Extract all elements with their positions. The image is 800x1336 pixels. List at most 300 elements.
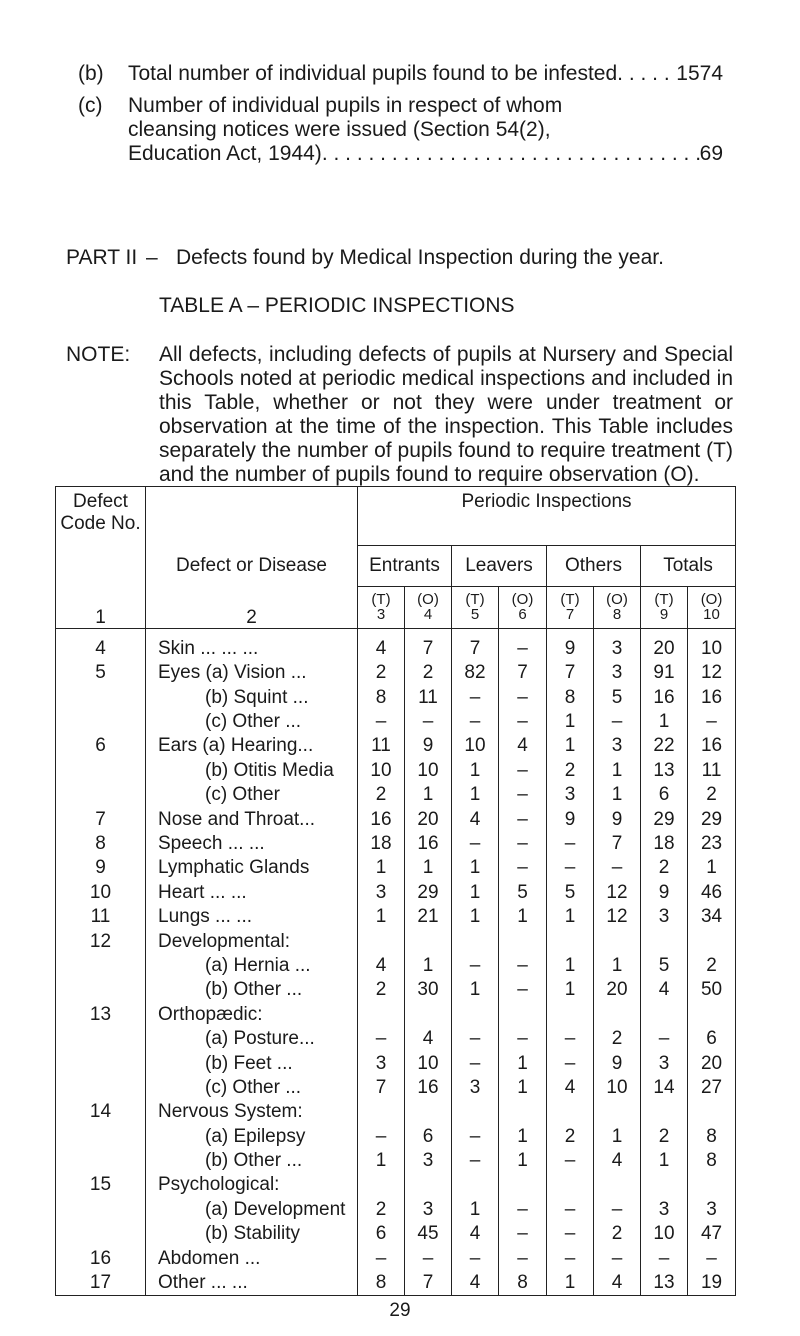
value-cell: – bbox=[594, 1197, 641, 1221]
value-cell: – bbox=[499, 832, 547, 856]
value-cell: 6 bbox=[641, 783, 688, 807]
table-row bbox=[56, 1173, 736, 1197]
defect-code-cell bbox=[56, 1149, 146, 1173]
value-cell: 1 bbox=[358, 1149, 405, 1173]
value-cell: 1 bbox=[452, 905, 499, 929]
value-cell: 16 bbox=[688, 734, 736, 758]
value-cell: – bbox=[452, 1027, 499, 1051]
value-cell: – bbox=[547, 1246, 594, 1270]
value-cell: 1 bbox=[499, 1149, 547, 1173]
defect-name-cell: Speech ... ... bbox=[146, 832, 358, 856]
value-cell: 14 bbox=[641, 1076, 688, 1100]
value-cell: 1 bbox=[547, 1271, 594, 1296]
value-cell: – bbox=[547, 856, 594, 880]
value-cell: 1 bbox=[405, 954, 452, 978]
defect-name-cell: Nose and Throat... bbox=[146, 807, 358, 831]
item-text: Total number of individual pupils found to be infested bbox=[128, 62, 618, 85]
header-leavers: Leavers bbox=[452, 546, 547, 587]
value-cell: 3 bbox=[594, 661, 641, 685]
table-row bbox=[56, 1246, 736, 1270]
value-cell: 8 bbox=[358, 685, 405, 709]
defect-code-cell: 17 bbox=[56, 1271, 146, 1296]
value-cell: 91 bbox=[641, 661, 688, 685]
value-cell: 18 bbox=[641, 832, 688, 856]
defect-code-cell: 15 bbox=[56, 1173, 146, 1197]
value-cell: 10 bbox=[688, 628, 736, 661]
table-row bbox=[56, 832, 736, 856]
value-cell: 50 bbox=[688, 978, 736, 1002]
value-cell: 2 bbox=[688, 783, 736, 807]
defect-code-cell bbox=[56, 1124, 146, 1148]
value-cell: 20 bbox=[594, 978, 641, 1002]
header-periodic-inspections: Periodic Inspections bbox=[358, 487, 736, 546]
value-cell: 12 bbox=[594, 880, 641, 904]
table-row bbox=[56, 1124, 736, 1148]
defect-code-cell bbox=[56, 710, 146, 734]
defect-name-cell: (b) Feet ... bbox=[146, 1051, 358, 1075]
value-cell: 1 bbox=[594, 758, 641, 782]
value-cell bbox=[452, 1173, 499, 1197]
value-cell: 6 bbox=[688, 1027, 736, 1051]
value-cell: – bbox=[499, 628, 547, 661]
value-cell: – bbox=[452, 710, 499, 734]
value-cell: 4 bbox=[594, 1149, 641, 1173]
value-cell: 2 bbox=[641, 1124, 688, 1148]
value-cell: 23 bbox=[688, 832, 736, 856]
value-cell: 11 bbox=[358, 734, 405, 758]
value-cell: 1 bbox=[547, 978, 594, 1002]
defect-name-cell: Orthopædic: bbox=[146, 1002, 358, 1026]
value-cell bbox=[594, 1100, 641, 1124]
value-cell: 2 bbox=[594, 1222, 641, 1246]
value-cell bbox=[405, 929, 452, 953]
value-cell: 2 bbox=[358, 783, 405, 807]
defect-name-cell: Heart ... ... bbox=[146, 880, 358, 904]
value-cell: – bbox=[641, 1246, 688, 1270]
value-cell bbox=[688, 1173, 736, 1197]
defect-name-cell: Nervous System: bbox=[146, 1100, 358, 1124]
header-entrants: Entrants bbox=[358, 546, 452, 587]
table-row bbox=[56, 1027, 736, 1051]
value-cell: 4 bbox=[452, 1222, 499, 1246]
value-cell: – bbox=[688, 710, 736, 734]
value-cell: 2 bbox=[358, 978, 405, 1002]
table-row bbox=[56, 661, 736, 685]
defect-code-cell: 8 bbox=[56, 832, 146, 856]
defect-code-cell bbox=[56, 758, 146, 782]
value-cell: 3 bbox=[452, 1076, 499, 1100]
defect-code-cell: 5 bbox=[56, 661, 146, 685]
value-cell: – bbox=[499, 807, 547, 831]
table-row bbox=[56, 1197, 736, 1221]
table-row bbox=[56, 1076, 736, 1100]
value-cell: 10 bbox=[594, 1076, 641, 1100]
value-cell: 3 bbox=[641, 905, 688, 929]
table-row bbox=[56, 954, 736, 978]
defect-code-cell: 7 bbox=[56, 807, 146, 831]
value-cell: – bbox=[452, 1051, 499, 1075]
value-cell: 10 bbox=[452, 734, 499, 758]
value-cell: 9 bbox=[594, 1051, 641, 1075]
value-cell: 5 bbox=[594, 685, 641, 709]
value-cell: 30 bbox=[405, 978, 452, 1002]
table-row bbox=[56, 758, 736, 782]
value-cell: – bbox=[358, 710, 405, 734]
table-title: TABLE A – PERIODIC INSPECTIONS bbox=[159, 294, 515, 317]
value-cell bbox=[547, 1173, 594, 1197]
header-disease: Defect or Disease bbox=[146, 487, 358, 587]
value-cell: 13 bbox=[641, 1271, 688, 1296]
header-totals: Totals bbox=[641, 546, 736, 587]
value-cell: 45 bbox=[405, 1222, 452, 1246]
value-cell: – bbox=[594, 1246, 641, 1270]
value-cell: – bbox=[688, 1246, 736, 1270]
value-cell: – bbox=[405, 1246, 452, 1270]
value-cell: 20 bbox=[688, 1051, 736, 1075]
defect-code-cell bbox=[56, 978, 146, 1002]
value-cell: 1 bbox=[452, 978, 499, 1002]
item-text: Education Act, 1944) bbox=[128, 142, 322, 165]
value-cell: – bbox=[405, 710, 452, 734]
table-row bbox=[56, 807, 736, 831]
value-cell: – bbox=[499, 954, 547, 978]
value-cell: – bbox=[452, 1124, 499, 1148]
value-cell bbox=[499, 929, 547, 953]
value-cell: – bbox=[547, 1222, 594, 1246]
value-cell bbox=[594, 1002, 641, 1026]
value-cell bbox=[499, 1100, 547, 1124]
value-cell: 9 bbox=[594, 807, 641, 831]
defect-name-cell: (a) Posture... bbox=[146, 1027, 358, 1051]
value-cell: – bbox=[547, 1197, 594, 1221]
value-cell: 4 bbox=[452, 1271, 499, 1296]
value-cell: 13 bbox=[641, 758, 688, 782]
part-label: PART II bbox=[66, 246, 138, 269]
value-cell: – bbox=[499, 1222, 547, 1246]
summary-item-c-line3 bbox=[128, 142, 723, 166]
value-cell: 2 bbox=[405, 661, 452, 685]
value-cell: 4 bbox=[405, 1027, 452, 1051]
defect-name-cell: Eyes (a) Vision ... bbox=[146, 661, 358, 685]
value-cell: 11 bbox=[405, 685, 452, 709]
value-cell: – bbox=[499, 685, 547, 709]
item-value: 1574 bbox=[676, 62, 723, 85]
value-cell: 1 bbox=[405, 856, 452, 880]
defect-code-cell: 10 bbox=[56, 880, 146, 904]
defect-name-cell: Ears (a) Hearing... bbox=[146, 734, 358, 758]
value-cell: 1 bbox=[405, 783, 452, 807]
defect-code-cell: 4 bbox=[56, 628, 146, 661]
value-cell: 7 bbox=[594, 832, 641, 856]
value-cell: 3 bbox=[405, 1149, 452, 1173]
value-cell: – bbox=[358, 1124, 405, 1148]
value-cell: 1 bbox=[594, 954, 641, 978]
table-row bbox=[56, 734, 736, 758]
value-cell: 29 bbox=[405, 880, 452, 904]
value-cell bbox=[405, 1100, 452, 1124]
value-cell bbox=[358, 1100, 405, 1124]
value-cell: 1 bbox=[641, 710, 688, 734]
value-cell: 4 bbox=[452, 807, 499, 831]
defect-name-cell: (a) Hernia ... bbox=[146, 954, 358, 978]
value-cell: 16 bbox=[405, 1076, 452, 1100]
defect-name-cell: (b) Other ... bbox=[146, 978, 358, 1002]
value-cell: 7 bbox=[452, 628, 499, 661]
value-cell: 4 bbox=[594, 1271, 641, 1296]
header-sub-col: (O) 4 bbox=[405, 587, 452, 629]
value-cell: 1 bbox=[499, 1076, 547, 1100]
value-cell bbox=[358, 1173, 405, 1197]
value-cell: 3 bbox=[688, 1197, 736, 1221]
value-cell: – bbox=[499, 710, 547, 734]
value-cell bbox=[452, 929, 499, 953]
defect-code-cell: 12 bbox=[56, 929, 146, 953]
summary-item-c-line2: cleansing notices were issued (Section 54(2), bbox=[128, 118, 551, 141]
defect-name-cell: Abdomen ... bbox=[146, 1246, 358, 1270]
value-cell: 1 bbox=[452, 783, 499, 807]
value-cell: – bbox=[452, 685, 499, 709]
value-cell bbox=[547, 929, 594, 953]
value-cell: 1 bbox=[452, 880, 499, 904]
defect-name-cell: (c) Other ... bbox=[146, 1076, 358, 1100]
value-cell: – bbox=[499, 978, 547, 1002]
value-cell: 10 bbox=[358, 758, 405, 782]
value-cell bbox=[358, 929, 405, 953]
value-cell: 11 bbox=[688, 758, 736, 782]
value-cell: – bbox=[452, 1149, 499, 1173]
value-cell: 1 bbox=[688, 856, 736, 880]
value-cell: – bbox=[594, 856, 641, 880]
value-cell: 1 bbox=[547, 734, 594, 758]
value-cell: 3 bbox=[358, 1051, 405, 1075]
part-dash: – bbox=[146, 246, 158, 269]
value-cell: 3 bbox=[358, 880, 405, 904]
defect-name-cell: (c) Other bbox=[146, 783, 358, 807]
defect-code-cell: 6 bbox=[56, 734, 146, 758]
header-sub-col: (T) 5 bbox=[452, 587, 499, 629]
header-sub-col: (T) 3 bbox=[358, 587, 405, 629]
value-cell: – bbox=[499, 1027, 547, 1051]
value-cell: 8 bbox=[358, 1271, 405, 1296]
value-cell: – bbox=[499, 856, 547, 880]
value-cell: 4 bbox=[499, 734, 547, 758]
defect-name-cell: Skin ... ... ... bbox=[146, 628, 358, 661]
summary-item-c-line1 bbox=[78, 94, 562, 118]
value-cell: 5 bbox=[547, 880, 594, 904]
value-cell: – bbox=[499, 1246, 547, 1270]
value-cell: 10 bbox=[405, 758, 452, 782]
value-cell bbox=[405, 1002, 452, 1026]
value-cell: 4 bbox=[641, 978, 688, 1002]
value-cell: 12 bbox=[594, 905, 641, 929]
header-sub-col: (O) 6 bbox=[499, 587, 547, 629]
value-cell: – bbox=[358, 1027, 405, 1051]
value-cell: 34 bbox=[688, 905, 736, 929]
table-row bbox=[56, 1271, 736, 1296]
table-row bbox=[56, 856, 736, 880]
item-value: 69 bbox=[699, 142, 723, 165]
header-sub-col: (T) 7 bbox=[547, 587, 594, 629]
value-cell: – bbox=[547, 1027, 594, 1051]
header-others: Others bbox=[547, 546, 641, 587]
value-cell bbox=[358, 1002, 405, 1026]
defect-code-cell bbox=[56, 685, 146, 709]
value-cell: 29 bbox=[688, 807, 736, 831]
defect-name-cell: Other ... ... bbox=[146, 1271, 358, 1296]
value-cell bbox=[641, 1100, 688, 1124]
defect-name-cell: (a) Epilepsy bbox=[146, 1124, 358, 1148]
defect-code-cell bbox=[56, 1027, 146, 1051]
value-cell: 1 bbox=[641, 1149, 688, 1173]
item-label: (b) bbox=[78, 62, 104, 85]
value-cell: 12 bbox=[688, 661, 736, 685]
value-cell: 10 bbox=[405, 1051, 452, 1075]
defect-name-cell: Psychological: bbox=[146, 1173, 358, 1197]
value-cell: 9 bbox=[641, 880, 688, 904]
value-cell: – bbox=[452, 832, 499, 856]
value-cell: 3 bbox=[594, 628, 641, 661]
header-sub-col: (T) 9 bbox=[641, 587, 688, 629]
value-cell: 3 bbox=[547, 783, 594, 807]
value-cell: 2 bbox=[547, 758, 594, 782]
value-cell: 5 bbox=[641, 954, 688, 978]
defect-name-cell: Lungs ... ... bbox=[146, 905, 358, 929]
value-cell: 1 bbox=[499, 1051, 547, 1075]
value-cell bbox=[499, 1173, 547, 1197]
value-cell: 16 bbox=[688, 685, 736, 709]
value-cell bbox=[641, 1173, 688, 1197]
value-cell: – bbox=[547, 832, 594, 856]
header-col-number-2: 2 bbox=[146, 587, 358, 629]
defect-code-cell bbox=[56, 1222, 146, 1246]
value-cell bbox=[452, 1002, 499, 1026]
value-cell: 29 bbox=[641, 807, 688, 831]
value-cell: – bbox=[547, 1051, 594, 1075]
defect-code-cell bbox=[56, 1051, 146, 1075]
note-label: NOTE: bbox=[66, 343, 131, 366]
part-heading bbox=[66, 246, 664, 270]
defect-name-cell: (b) Stability bbox=[146, 1222, 358, 1246]
value-cell: 1 bbox=[452, 1197, 499, 1221]
value-cell: 1 bbox=[547, 710, 594, 734]
summary-item-b bbox=[78, 62, 723, 86]
value-cell: 22 bbox=[641, 734, 688, 758]
defect-code-cell: 14 bbox=[56, 1100, 146, 1124]
value-cell: 1 bbox=[594, 783, 641, 807]
value-cell: – bbox=[499, 758, 547, 782]
item-label: (c) bbox=[78, 94, 103, 117]
value-cell: 5 bbox=[499, 880, 547, 904]
value-cell: 2 bbox=[358, 1197, 405, 1221]
value-cell: 6 bbox=[358, 1222, 405, 1246]
value-cell: 7 bbox=[405, 1271, 452, 1296]
value-cell: 7 bbox=[405, 628, 452, 661]
value-cell: 16 bbox=[405, 832, 452, 856]
header-col-number-1: 1 bbox=[56, 587, 146, 629]
defect-code-cell: 13 bbox=[56, 1002, 146, 1026]
header-sub-col: (O) 10 bbox=[688, 587, 736, 629]
value-cell: – bbox=[452, 954, 499, 978]
table-row bbox=[56, 783, 736, 807]
table-row bbox=[56, 880, 736, 904]
defect-code-cell: 9 bbox=[56, 856, 146, 880]
value-cell: 8 bbox=[499, 1271, 547, 1296]
value-cell bbox=[641, 929, 688, 953]
value-cell: – bbox=[499, 783, 547, 807]
defect-name-cell: (c) Other ... bbox=[146, 710, 358, 734]
table-row bbox=[56, 905, 736, 929]
value-cell bbox=[688, 1002, 736, 1026]
defect-code-cell bbox=[56, 783, 146, 807]
value-cell: 2 bbox=[641, 856, 688, 880]
value-cell: 1 bbox=[358, 856, 405, 880]
value-cell: 4 bbox=[358, 954, 405, 978]
value-cell: 82 bbox=[452, 661, 499, 685]
value-cell bbox=[499, 1002, 547, 1026]
table-row bbox=[56, 685, 736, 709]
value-cell: 1 bbox=[547, 954, 594, 978]
value-cell bbox=[641, 1002, 688, 1026]
value-cell: 10 bbox=[641, 1222, 688, 1246]
defect-name-cell: Developmental: bbox=[146, 929, 358, 953]
value-cell bbox=[405, 1173, 452, 1197]
page-number: 29 bbox=[389, 1300, 411, 1321]
value-cell: 6 bbox=[405, 1124, 452, 1148]
value-cell: 2 bbox=[358, 661, 405, 685]
value-cell: 2 bbox=[547, 1124, 594, 1148]
value-cell: – bbox=[358, 1246, 405, 1270]
table-row bbox=[56, 710, 736, 734]
value-cell: 7 bbox=[358, 1076, 405, 1100]
value-cell: 8 bbox=[547, 685, 594, 709]
value-cell bbox=[547, 1100, 594, 1124]
item-text: Number of individual pupils in respect of whom bbox=[128, 94, 563, 117]
value-cell: 3 bbox=[405, 1197, 452, 1221]
value-cell: 1 bbox=[452, 758, 499, 782]
value-cell: 3 bbox=[594, 734, 641, 758]
part-text: Defects found by Medical Inspection during the year. bbox=[176, 246, 664, 269]
value-cell: 1 bbox=[547, 905, 594, 929]
value-cell: 8 bbox=[688, 1124, 736, 1148]
value-cell: – bbox=[641, 1027, 688, 1051]
defect-name-cell: (b) Other ... bbox=[146, 1149, 358, 1173]
value-cell: 47 bbox=[688, 1222, 736, 1246]
value-cell: 46 bbox=[688, 880, 736, 904]
value-cell: 4 bbox=[358, 628, 405, 661]
value-cell: 4 bbox=[547, 1076, 594, 1100]
value-cell bbox=[688, 1100, 736, 1124]
defect-name-cell: (b) Squint ... bbox=[146, 685, 358, 709]
value-cell: – bbox=[547, 1149, 594, 1173]
header-code: Defect Code No. bbox=[56, 487, 146, 587]
value-cell: 16 bbox=[358, 807, 405, 831]
value-cell: 1 bbox=[594, 1124, 641, 1148]
defect-name-cell: (b) Otitis Media bbox=[146, 758, 358, 782]
value-cell: 9 bbox=[547, 807, 594, 831]
table-row bbox=[56, 1100, 736, 1124]
value-cell: 1 bbox=[499, 1124, 547, 1148]
value-cell bbox=[594, 1173, 641, 1197]
value-cell: 20 bbox=[405, 807, 452, 831]
defect-name-cell: Lymphatic Glands bbox=[146, 856, 358, 880]
defect-code-cell bbox=[56, 954, 146, 978]
value-cell: 1 bbox=[452, 856, 499, 880]
periodic-inspections-table bbox=[55, 486, 736, 1296]
value-cell: 3 bbox=[641, 1051, 688, 1075]
value-cell: 27 bbox=[688, 1076, 736, 1100]
value-cell bbox=[547, 1002, 594, 1026]
value-cell: – bbox=[594, 710, 641, 734]
